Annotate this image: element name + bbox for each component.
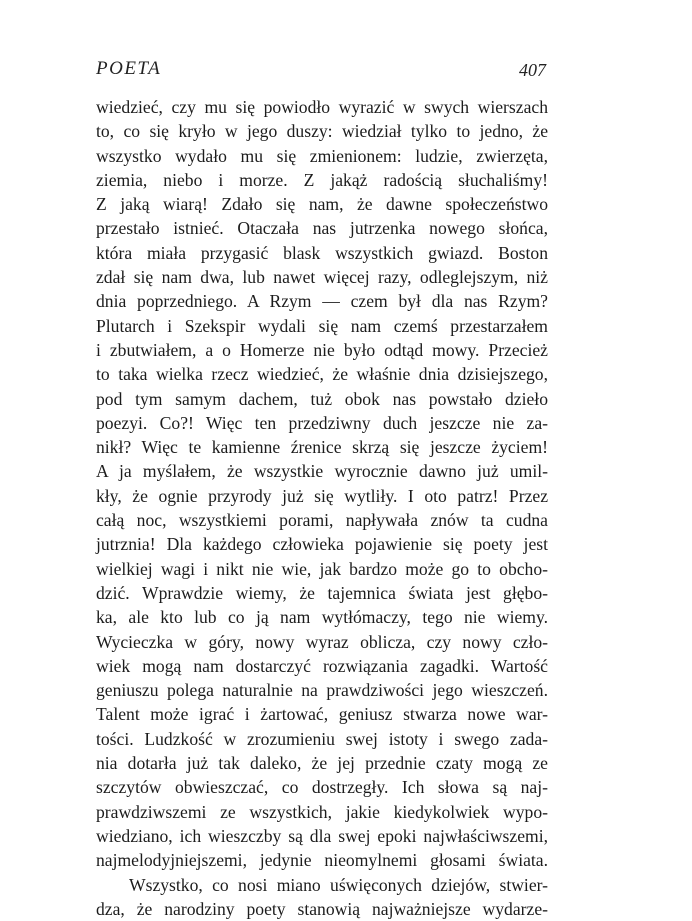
running-title: POETA bbox=[96, 58, 162, 79]
text-line: to, co się kryło w jego duszy: wiedział tylko to jedno, że bbox=[96, 121, 548, 142]
text-line: zdał się nam dwa, lub nawet więcej razy, odleglejszym, niż bbox=[96, 267, 548, 288]
text-line: która miała przygasić blask wszystkich gwiazd. Boston bbox=[96, 242, 548, 263]
text-line: pod tym samym dachem, tuż obok nas powstało dzieło bbox=[96, 388, 548, 409]
text-line: szczytów obwieszczać, co dostrzegły. Ich słowa są naj- bbox=[96, 777, 548, 798]
paragraph-first-line: Wszystko, co nosi miano uświęconych dziejów, stwier- bbox=[129, 874, 548, 895]
text-line: tości. Ludzkość w zrozumieniu swej istoty i swego zada- bbox=[96, 728, 548, 749]
text-line: nikł? Więc te kamienne źrenice skrzą się jeszcze życiem! bbox=[96, 437, 548, 458]
text-line: całą noc, wszystkiemi porami, napływała znów ta cudna bbox=[96, 510, 548, 531]
text-line: jutrznia! Dla każdego człowieka pojawienie się poety jest bbox=[96, 534, 548, 555]
text-line: dza, że narodziny poety stanowią najważniejsze wydarze- bbox=[96, 898, 548, 919]
text-line: Talent może igrać i żartować, geniusz stwarza nowe war- bbox=[96, 704, 548, 725]
text-line: ka, ale kto lub co ją nam wytłómaczy, tego nie wiemy. bbox=[96, 607, 548, 628]
text-line: najmelodyjniejszemi, jedynie nieomylnemi głosami świata. bbox=[96, 850, 548, 871]
text-line: Plutarch i Szekspir wydali się nam czemś przestarzałem bbox=[96, 315, 548, 336]
text-line: Wycieczka w góry, nowy wyraz oblicza, czy nowy czło- bbox=[96, 631, 548, 652]
text-line: wielkiej wagi i nikt nie wie, jak bardzo może go to obcho- bbox=[96, 558, 548, 579]
text-line: kły, że ognie przyrody już się wytliły. I oto patrz! Przez bbox=[96, 485, 548, 506]
text-line: poezyi. Co?! Więc ten przedziwny duch jeszcze nie za- bbox=[96, 412, 548, 433]
body-text bbox=[96, 95, 548, 921]
text-line: dzić. Wprawdzie wiemy, że tajemnica świata jest głębo- bbox=[96, 582, 548, 603]
text-line: nia dotarła już tak daleko, że jej przednie czaty mogą ze bbox=[96, 753, 548, 774]
running-header bbox=[96, 58, 546, 82]
text-line: wiedzieć, czy mu się powiodło wyrazić w swych wierszach bbox=[96, 97, 548, 117]
text-line: przestało istnieć. Otaczała nas jutrzenka nowego słońca, bbox=[96, 218, 548, 239]
text-line: wszystko wydało mu się zmienionem: ludzie, zwierzęta, bbox=[96, 145, 548, 166]
page-number: 407 bbox=[519, 60, 546, 80]
text-line: dnia poprzedniego. A Rzym — czem był dla nas Rzym? bbox=[96, 291, 548, 312]
text-line: geniuszu polega naturalnie na prawdziwości jego wieszczeń. bbox=[96, 680, 548, 701]
text-line: i zbutwiałem, a o Homerze nie było odtąd mowy. Przecież bbox=[96, 339, 548, 360]
text-line: Z jaką wiarą! Zdało się nam, że dawne społeczeństwo bbox=[96, 194, 548, 215]
text-line: to taka wielka rzecz wiedzieć, że właśnie dnia dzisiejszego, bbox=[96, 364, 548, 385]
text-line: ziemia, niebo i morze. Z jakąż radością słuchaliśmy! bbox=[96, 169, 548, 190]
text-line: wiedziano, ich wieszczby są dla swej epoki najwłaściwszemi, bbox=[96, 825, 548, 846]
text-line: prawdziwszemi ze wszystkich, jakie kiedykolwiek wypo- bbox=[96, 801, 548, 822]
text-line: A ja myślałem, że wszystkie wyrocznie dawno już umil- bbox=[96, 461, 548, 482]
text-line: wiek mogą nam dostarczyć rozwiązania zagadki. Wartość bbox=[96, 655, 548, 676]
